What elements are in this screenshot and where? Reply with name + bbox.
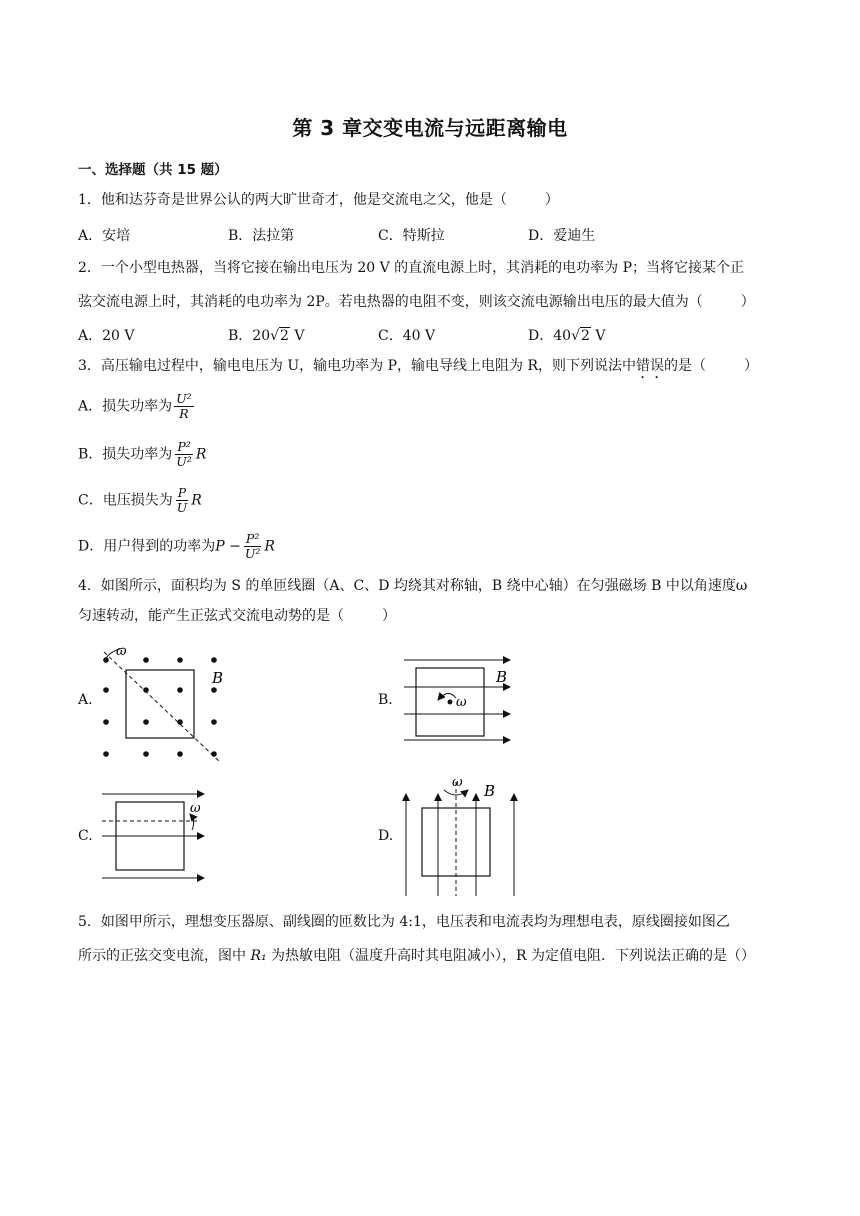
q4-line2-text: 匀速转动，能产生正弦式交流电动势的是（ [78, 608, 344, 624]
q2-option-d-radicand: 2 [580, 328, 590, 344]
question-5-line1: 5．如图甲所示，理想变压器原、副线圈的匝数比为 4:1，电压表和电流表均为理想电表，原线圈接如图乙 [78, 914, 730, 930]
q1-close-paren: ） [544, 192, 559, 208]
q3-stem-text: 3．高压输电过程中，输电电压为 U，输电功率为 P，输电导线上电阻为 R，则下列说法中 [78, 358, 637, 374]
omega-symbol: ω [190, 801, 201, 816]
q1-option-b[interactable]: B．法拉第 [228, 228, 295, 244]
q3-option-b-text: B．损失功率为 [78, 446, 173, 463]
page-title: 第 3 章交变电流与远距离输电 [292, 116, 568, 140]
q2-option-d[interactable] [528, 326, 605, 346]
field-symbol-b: B [212, 669, 224, 687]
field-dots [103, 657, 217, 757]
question-5-line2 [78, 946, 755, 966]
fraction-numerator: U² [176, 391, 192, 406]
q3-option-c[interactable] [78, 486, 202, 515]
field-symbol-b: B [496, 668, 508, 686]
q2-option-d-label: D． [528, 328, 554, 344]
fraction-numerator: P² [177, 439, 191, 454]
q3-close-paren: ） [744, 358, 759, 374]
q3-option-a[interactable] [78, 392, 196, 421]
field-symbol-b: B [484, 782, 496, 800]
q2-line2-text: 弦交流电源上时，其消耗的电功率为 2P。若电热器的电阻不变，则该交流电源输出电压的最大值为（ [78, 294, 703, 310]
q2-option-b-coef: 20 [252, 328, 271, 344]
omega-symbol: ω [452, 775, 463, 790]
rotation-arrow-icon [438, 693, 456, 700]
diagram-b-coil-in-field [400, 654, 520, 748]
q2-option-b-label: B． [228, 328, 253, 344]
fraction-numerator: P [177, 485, 187, 500]
q3-option-d-expr: P − [215, 538, 241, 555]
diagram-c-label[interactable]: C. [78, 828, 93, 844]
diagram-a-label[interactable]: A. [78, 692, 93, 708]
q5-r1-symbol: R₁ [250, 948, 267, 964]
q2-option-d-unit: V [590, 328, 606, 344]
q3-option-d[interactable] [78, 532, 275, 561]
q1-option-c[interactable]: C．特斯拉 [378, 228, 445, 244]
q3-stem-post: 的是（ [664, 358, 707, 374]
diagram-d-coil-in-field [398, 772, 528, 898]
diagram-b-label[interactable]: B. [378, 692, 393, 708]
fraction [174, 440, 194, 469]
sqrt-symbol: √2 [571, 328, 590, 344]
q2-option-b-radicand: 2 [280, 328, 289, 344]
q1-option-a[interactable]: A．安培 [78, 228, 131, 244]
fraction-denominator: R [179, 406, 189, 421]
rotation-axis [104, 652, 220, 762]
q2-option-c[interactable]: C．40 V [378, 328, 436, 344]
fraction [175, 486, 190, 515]
omega-symbol: ω [456, 695, 467, 710]
q2-option-b-unit: V [289, 328, 305, 344]
q1-stem-text: 1．他和达芬奇是世界公认的两大旷世奇才，他是交流电之父，他是（ [78, 192, 507, 208]
q5-line2-text: 所示的正弦交变电流，图中 [78, 948, 251, 964]
q1-option-d[interactable]: D．爱迪生 [528, 228, 596, 244]
q4-close-paren: ） [382, 608, 396, 624]
diagram-a-coil-in-field [96, 644, 236, 764]
q5-line2-post: 为热敏电阻（温度升高时其电阻减小），R 为定值电阻．下列说法正确的是（） [266, 948, 756, 964]
q3-option-d-text: D．用户得到的功率为 [78, 538, 216, 555]
omega-symbol: ω [116, 644, 127, 659]
question-1-stem [78, 190, 559, 210]
question-4-line1: 4．如图所示，面积均为 S 的单匝线圈（A、C、D 均绕其对称轴，B 绕中心轴）在匀强磁场 B 中以角速度ω [78, 578, 748, 594]
q3-option-b[interactable] [78, 440, 206, 469]
question-2-line1: 2．一个小型电热器，当将它接在输出电压为 20 V 的直流电源上时，其消耗的电功率为 P；当将它接某个正 [78, 260, 745, 276]
fraction-numerator: P² [245, 531, 260, 546]
sqrt-symbol: √2 [270, 328, 289, 344]
question-4-line2 [78, 606, 396, 626]
section-heading: 一、选择题（共 15 题） [78, 162, 228, 178]
q3-option-d-var: R [264, 538, 275, 555]
q3-option-c-var: R [191, 492, 202, 509]
q3-emphasis: 错误 [636, 358, 665, 374]
question-3-stem [78, 356, 758, 382]
fraction-denominator: U [176, 500, 188, 515]
fraction [174, 392, 194, 421]
coil-square [126, 670, 194, 738]
diagram-c-coil-in-field [100, 790, 220, 884]
fraction-denominator: U² [176, 454, 192, 469]
q3-option-b-var: R [195, 446, 207, 463]
q2-close-paren: ） [740, 294, 755, 310]
q3-option-a-text: A．损失功率为 [78, 398, 173, 415]
rotation-arrow-icon [190, 814, 194, 830]
q2-option-d-coef: 40 [553, 328, 572, 344]
diagram-d-label[interactable]: D. [378, 828, 394, 844]
field-lines [102, 794, 204, 878]
center-axis-dot [448, 700, 453, 705]
q3-option-c-text: C．电压损失为 [78, 492, 173, 509]
q2-option-b[interactable] [228, 326, 305, 346]
fraction [243, 532, 263, 561]
question-2-line2 [78, 292, 755, 312]
q2-option-a[interactable]: A．20 V [78, 328, 135, 344]
fraction-denominator: U² [244, 546, 261, 561]
